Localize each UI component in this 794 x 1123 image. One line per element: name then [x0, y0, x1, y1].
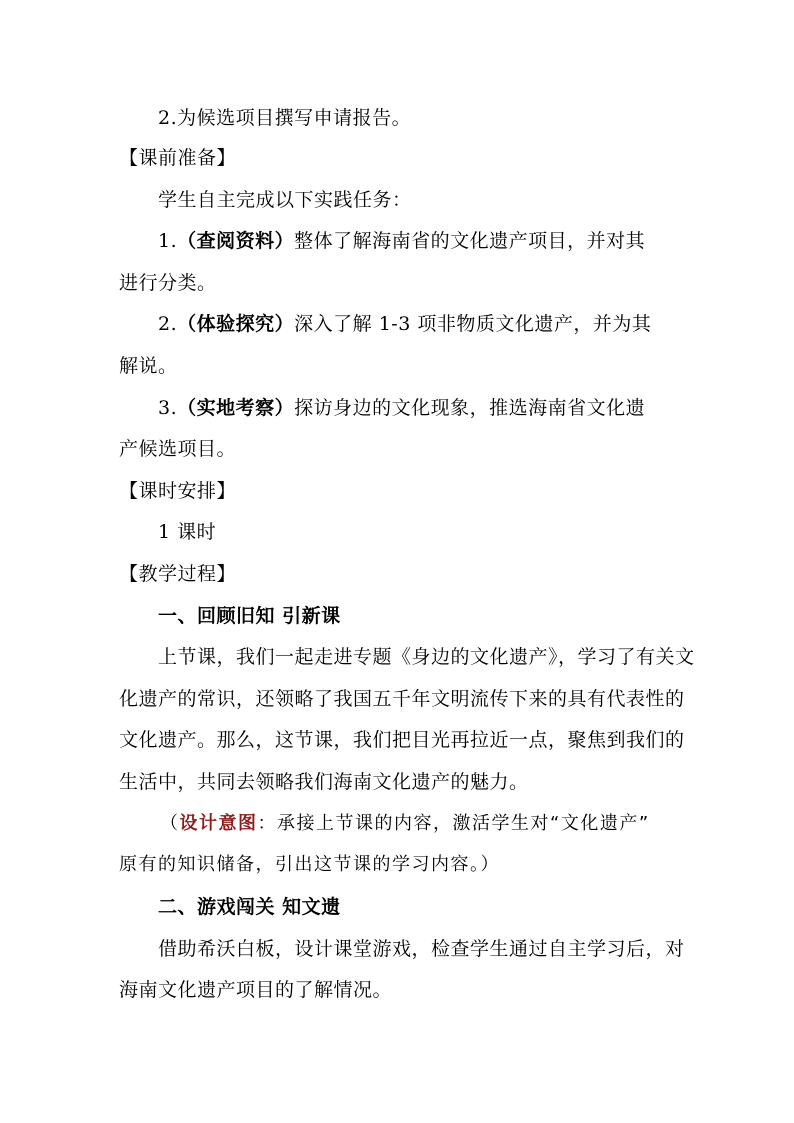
task-item-1-cont: 进行分类。	[119, 272, 217, 294]
section-heading-preparation: 【课前准备】	[119, 147, 237, 169]
paragraph-game-2: 海南文化遗产项目的了解情况。	[119, 979, 393, 1001]
design-intent-label: 设计意图	[179, 813, 258, 834]
paragraph-review-1: 上节课，我们一起走进专题《身边的文化遗产》，学习了有关文	[158, 646, 695, 668]
task-item-2-cont: 解说。	[119, 355, 178, 377]
design-paren: （	[160, 813, 180, 834]
paragraph-tasks-intro: 学生自主完成以下实践任务：	[158, 189, 412, 211]
design-intent-note-cont: 原有的知识储备，引出这节课的学习内容。）	[119, 854, 500, 875]
task-item-3-cont: 产候选项目。	[119, 438, 237, 460]
task-text: 整体了解海南省的文化遗产项目，并对其	[294, 230, 646, 252]
paragraph-game-1: 借助希沃白板，设计课堂游戏，检查学生通过自主学习后，对	[158, 938, 685, 960]
design-intent-note	[160, 811, 650, 837]
task-number: 1.	[158, 230, 178, 252]
task-label: （查阅资料）	[177, 230, 295, 252]
task-label: （实地考察）	[177, 397, 295, 419]
paragraph-review-2: 化遗产的常识，还领略了我国五千年文明流传下来的具有代表性的	[119, 688, 685, 710]
paragraph-review-3: 文化遗产。那么，这节课，我们把目光再拉近一点，聚焦到我们的	[119, 729, 685, 751]
task-text: 探访身边的文化现象，推选海南省文化遗	[294, 397, 646, 419]
task-label: （体验探究）	[177, 313, 295, 335]
task-item-3	[158, 395, 645, 421]
task-item-2	[158, 311, 651, 337]
subheading-review: 一、回顾旧知 引新课	[158, 605, 341, 627]
task-number: 2.	[158, 313, 178, 335]
task-number: 3.	[158, 397, 178, 419]
paragraph-schedule: 1 课时	[158, 521, 217, 543]
task-item-1	[158, 228, 645, 254]
paragraph-review-4: 生活中，共同去领略我们海南文化遗产的魅力。	[119, 771, 529, 793]
section-heading-schedule: 【课时安排】	[119, 480, 237, 502]
design-intent-text: ：承接上节课的内容，激活学生对“文化遗产”	[257, 813, 650, 834]
task-text: 深入了解 1-3 项非物质文化遗产，并为其	[294, 313, 652, 335]
subheading-game: 二、游戏闯关 知文遗	[158, 896, 341, 918]
section-heading-process: 【教学过程】	[119, 563, 237, 585]
paragraph-report-task: 2.为候选项目撰写申请报告。	[158, 107, 412, 129]
